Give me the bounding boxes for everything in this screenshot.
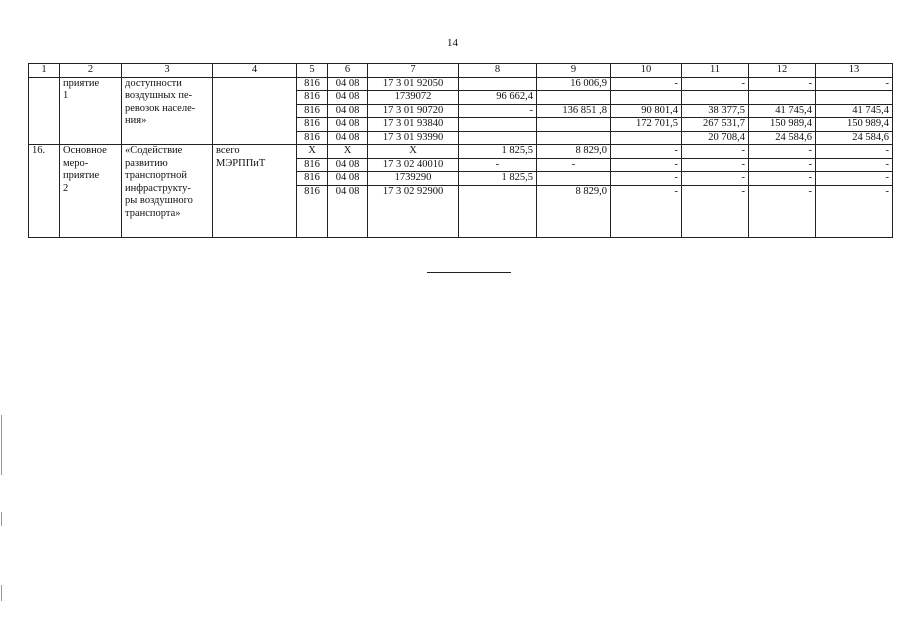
measure-title-line: инфраструкту- <box>125 182 191 194</box>
column-number: 10 <box>611 64 682 78</box>
scan-artifact <box>1 415 2 475</box>
amount-cell: - <box>682 172 749 186</box>
measure-title-cell <box>122 145 213 238</box>
column-number: 9 <box>537 64 611 78</box>
amount-cell: - <box>749 185 816 237</box>
amount-cell: 1 825,5 <box>459 145 537 159</box>
column-number: 8 <box>459 64 537 78</box>
measure-type-line: приятие <box>63 77 100 89</box>
admin-code-cell: 816 <box>297 158 328 172</box>
amount-cell: 24 584,6 <box>749 131 816 145</box>
target-article-cell: 1739072 <box>368 91 459 105</box>
amount-cell <box>537 131 611 145</box>
measure-type-line: меро- <box>63 157 89 169</box>
amount-cell: - <box>459 158 537 172</box>
scan-artifact <box>1 512 2 526</box>
amount-cell: - <box>816 172 893 186</box>
amount-cell: 136 851 ,8 <box>537 104 611 118</box>
amount-cell <box>611 91 682 105</box>
amount-cell: - <box>537 158 611 172</box>
column-number: 5 <box>297 64 328 78</box>
row-index-cell <box>29 77 60 145</box>
measure-type-line: 1 <box>63 90 69 101</box>
scan-artifact <box>1 585 2 601</box>
measure-type-cell <box>60 77 122 145</box>
admin-code-cell: 816 <box>297 118 328 132</box>
amount-cell: - <box>749 77 816 91</box>
amount-cell: 38 377,5 <box>682 104 749 118</box>
measure-title-line: «Содействие <box>125 145 183 156</box>
amount-cell <box>816 91 893 105</box>
amount-cell: - <box>816 77 893 91</box>
amount-cell: - <box>749 145 816 159</box>
amount-cell: 96 662,4 <box>459 91 537 105</box>
amount-cell <box>537 118 611 132</box>
amount-cell <box>537 172 611 186</box>
section-code-cell: 04 08 <box>328 118 368 132</box>
target-article-cell: 17 3 01 90720 <box>368 104 459 118</box>
amount-cell: - <box>611 77 682 91</box>
amount-cell: - <box>749 158 816 172</box>
amount-cell: 16 006,9 <box>537 77 611 91</box>
amount-cell <box>611 131 682 145</box>
section-code-cell: 04 08 <box>328 91 368 105</box>
target-article-cell: 17 3 02 92900 <box>368 185 459 237</box>
measure-title-line: транспорта» <box>125 207 181 219</box>
executor-cell <box>213 145 297 238</box>
amount-cell: - <box>682 158 749 172</box>
table-row <box>29 145 893 159</box>
measure-title-line: ревозок населе- <box>125 102 196 114</box>
budget-table <box>28 63 893 238</box>
amount-cell: 267 531,7 <box>682 118 749 132</box>
amount-cell: 8 829,0 <box>537 185 611 237</box>
section-code-cell: 04 08 <box>328 131 368 145</box>
amount-cell: 8 829,0 <box>537 145 611 159</box>
target-article-cell: 17 3 01 93840 <box>368 118 459 132</box>
amount-cell: - <box>611 145 682 159</box>
column-number: 13 <box>816 64 893 78</box>
column-number: 7 <box>368 64 459 78</box>
column-number: 6 <box>328 64 368 78</box>
amount-cell: 24 584,6 <box>816 131 893 145</box>
amount-cell: - <box>611 185 682 237</box>
target-article-cell: 17 3 01 93990 <box>368 131 459 145</box>
executor-line: всего <box>216 145 240 156</box>
target-article-cell: Х <box>368 145 459 159</box>
amount-cell <box>459 118 537 132</box>
measure-type-cell <box>60 145 122 238</box>
column-number: 3 <box>122 64 213 78</box>
target-article-cell: 1739290 <box>368 172 459 186</box>
amount-cell: 150 989,4 <box>816 118 893 132</box>
amount-cell <box>682 91 749 105</box>
amount-cell: - <box>611 172 682 186</box>
admin-code-cell: 816 <box>297 104 328 118</box>
amount-cell: 41 745,4 <box>816 104 893 118</box>
amount-cell: - <box>816 145 893 159</box>
column-number-row <box>29 64 893 78</box>
amount-cell: - <box>682 185 749 237</box>
measure-title-line: воздушных пе- <box>125 90 193 101</box>
admin-code-cell: 816 <box>297 185 328 237</box>
admin-code-cell: Х <box>297 145 328 159</box>
row-index-cell: 16. <box>29 145 60 238</box>
amount-cell: 150 989,4 <box>749 118 816 132</box>
column-number: 4 <box>213 64 297 78</box>
amount-cell: 90 801,4 <box>611 104 682 118</box>
section-code-cell: 04 08 <box>328 172 368 186</box>
admin-code-cell: 816 <box>297 77 328 91</box>
amount-cell: 41 745,4 <box>749 104 816 118</box>
measure-type-line: 2 <box>63 182 69 194</box>
amount-cell: - <box>611 158 682 172</box>
column-number: 2 <box>60 64 122 78</box>
amount-cell <box>459 185 537 237</box>
end-separator-line <box>427 272 511 273</box>
section-code-cell: 04 08 <box>328 104 368 118</box>
executor-cell <box>213 77 297 145</box>
amount-cell: - <box>682 145 749 159</box>
executor-line: МЭРППиТ <box>216 157 266 169</box>
measure-title-line: развитию <box>125 157 168 169</box>
amount-cell <box>537 91 611 105</box>
measure-title-line: ры воздушного <box>125 195 193 206</box>
target-article-cell: 17 3 01 92050 <box>368 77 459 91</box>
page-number: 14 <box>447 37 458 49</box>
amount-cell: - <box>749 172 816 186</box>
amount-cell <box>459 131 537 145</box>
target-article-cell: 17 3 02 40010 <box>368 158 459 172</box>
admin-code-cell: 816 <box>297 131 328 145</box>
column-number: 12 <box>749 64 816 78</box>
measure-title-cell <box>122 77 213 145</box>
amount-cell <box>459 77 537 91</box>
table-row <box>29 77 893 91</box>
amount-cell <box>749 91 816 105</box>
column-number: 1 <box>29 64 60 78</box>
column-number: 11 <box>682 64 749 78</box>
amount-cell: - <box>682 77 749 91</box>
measure-title-line: транспортной <box>125 170 187 181</box>
amount-cell: - <box>816 158 893 172</box>
admin-code-cell: 816 <box>297 91 328 105</box>
admin-code-cell: 816 <box>297 172 328 186</box>
amount-cell: 1 825,5 <box>459 172 537 186</box>
amount-cell: 20 708,4 <box>682 131 749 145</box>
section-code-cell: 04 08 <box>328 77 368 91</box>
section-code-cell: Х <box>328 145 368 159</box>
section-code-cell: 04 08 <box>328 158 368 172</box>
section-code-cell: 04 08 <box>328 185 368 237</box>
amount-cell: - <box>816 185 893 237</box>
amount-cell: - <box>459 104 537 118</box>
measure-title-line: ния» <box>125 115 147 126</box>
amount-cell: 172 701,5 <box>611 118 682 132</box>
measure-title-line: доступности <box>125 77 182 89</box>
measure-type-line: Основное <box>63 145 107 156</box>
measure-type-line: приятие <box>63 170 100 181</box>
